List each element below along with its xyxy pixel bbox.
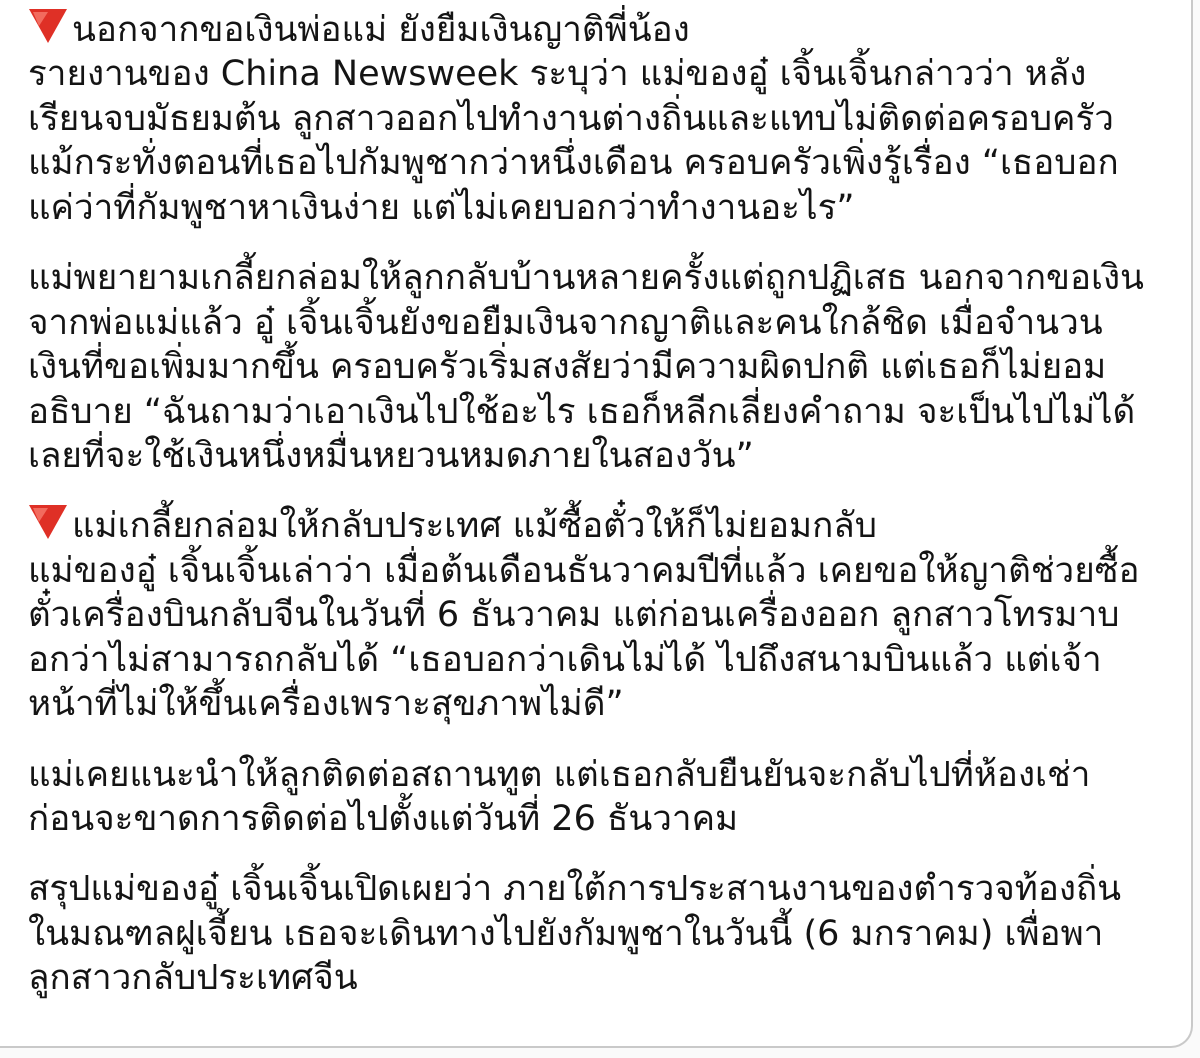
paragraph: รายงานของ China Newsweek ระบุว่า แม่ของอู๋ เจิ้นเจิ้นกล่าวว่า หลังเรียนจบมัธยมต้น ลูกสาวออกไปทำงานต่างถิ่นและแทบไม่ติดต่อครอบครัว แม้กระทั่งตอนที่เธอไปกัมพูชากว่าหนึ่งเดือน ครอบครัวเพิ่งรู้เรื่อง “เธอบอกแค่ว่าที่กัมพูชาหาเงินง่าย แต่ไม่เคยบอกว่าทำงานอะไร” [28,54,1119,228]
paragraph: แม่พยายามเกลี้ยกล่อมให้ลูกกลับบ้านหลายครั้งแต่ถูกปฏิเสธ นอกจากขอเงินจากพ่อแม่แล้ว อู๋ เจิ้นเจิ้นยังขอยืมเงินจากญาติและคนใกล้ชิด เมื่อจำนวนเงินที่ขอเพิ่มมากขึ้น ครอบครัวเริ่มสงสัยว่ามีความผิดปกติ แต่เธอก็ไม่ยอมอธิบาย “ฉันถามว่าเอาเงินไปใช้อะไร เธอก็หลีกเลี่ยงคำถาม จะเป็นไปไม่ได้เลยที่จะใช้เงินหนึ่งหมื่นหยวนหมดภายในสองวัน” [28,258,1144,476]
red-triangle-icon [28,504,68,540]
section-heading-text: แม่เกลี้ยกล่อมให้กลับประเทศ แม้ซื้อตั๋วให้ก็ไม่ยอมกลับ [72,506,877,547]
article-paragraph-4 [28,753,1147,842]
red-triangle-icon [28,8,68,44]
section-heading [28,8,1147,52]
article-paragraph-2 [28,256,1147,478]
section-heading [28,504,1147,548]
paragraph: สรุปแม่ของอู๋ เจิ้นเจิ้นเปิดเผยว่า ภายใต้การประสานงานของตำรวจท้องถิ่นในมณฑลฝูเจี้ยน เธอจะเดินทางไปยังกัมพูชาในวันนี้ (6 มกราคม) เพื่อพาลูกสาวกลับประเทศจีน [28,869,1122,999]
section-heading-text: นอกจากขอเงินพ่อแม่ ยังยืมเงินญาติพี่น้อง [72,10,690,50]
paragraph: แม่ของอู๋ เจิ้นเจิ้นเล่าว่า เมื่อต้นเดือนธันวาคมปีที่แล้ว เคยขอให้ญาติช่วยซื้อตั๋วเครื่องบินกลับจีนในวันที่ 6 ธันวาคม แต่ก่อนเครื่องออก ลูกสาวโทรมาบอกว่าไม่สามารถกลับได้ “เธอบอกว่าเดินไม่ได้ ไปถึงสนามบินแล้ว แต่เจ้าหน้าที่ไม่ให้ขึ้นเครื่องเพราะสุขภาพไม่ดี” [28,550,1140,725]
article-section-2 [28,504,1147,726]
article-section-1 [28,8,1147,230]
article-paragraph-5 [28,867,1147,1000]
paragraph: แม่เคยแนะนำให้ลูกติดต่อสถานทูต แต่เธอกลับยืนยันจะกลับไปที่ห้องเช่า ก่อนจะขาดการติดต่อไปตั้งแต่วันที่ 26 ธันวาคม [28,754,1091,839]
